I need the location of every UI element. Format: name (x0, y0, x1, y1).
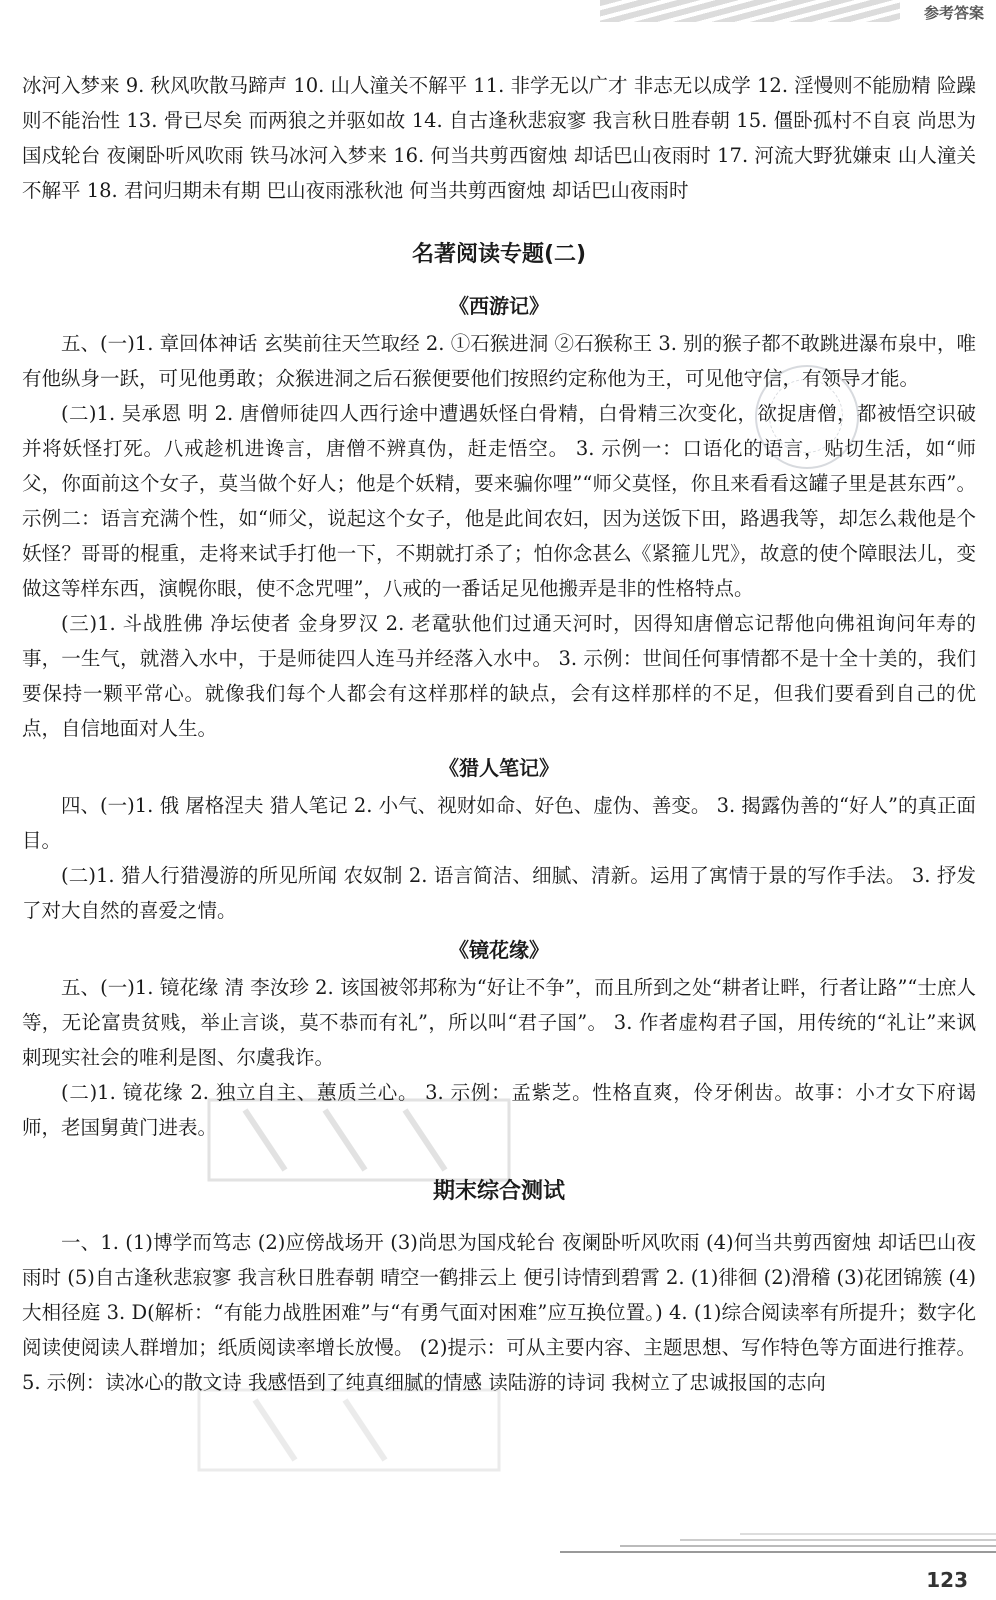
lieren-part-2: (二)1. 猎人行猎漫游的所见所闻 农奴制 2. 语言简洁、细腻、清新。运用了寓情于景的写作手法。 3. 抒发了对大自然的喜爱之情。 (22, 864, 976, 922)
xiyouji-part-1: 五、(一)1. 章回体神话 玄奘前往天竺取经 2. ①石猴进洞 ②石猴称王 3. 别的猴子都不敢跳进瀑布泉中，唯有他纵身一跃，可见他勇敢；众猴进洞之后石猴便要他们按照约定称他为王，可见他守信，有领导才能。 (22, 332, 976, 390)
footer-decoration (560, 1522, 996, 1562)
page-number: 123 (926, 1568, 968, 1592)
subsection-title-jinghuayuan: 《镜花缘》 (449, 938, 549, 962)
xiyouji-part-3: (三)1. 斗战胜佛 净坛使者 金身罗汉 2. 老鼋驮他们过通天河时，因得知唐僧忘记帮他向佛祖询问年寿的事，一生气，就潜入水中，于是师徒四人连马并经落入水中。 3. 示例：世间任何事情都不是十全十美的，我们要保持一颗平常心。就像我们每个人都会有这样那样的缺点，会有这样那样的不足，但我们要看到自己的优点，自信地面对人生。 (22, 612, 976, 740)
header-label: 参考答案 (923, 4, 984, 22)
page-content (22, 68, 976, 1400)
xiyouji-part-2: (二)1. 吴承恩 明 2. 唐僧师徒四人西行途中遭遇妖怪白骨精，白骨精三次变化，欲捉唐僧，都被悟空识破并将妖怪打死。八戒趁机进谗言，唐僧不辨真伪，赶走悟空。 3. 示例一：口语化的语言，贴切生活，如“师父，你面前这个女子，莫当做个好人；他是个妖精，要来骗你哩”“师父莫怪，你且来看看这罐子里是甚东西”。 示例二：语言充满个性，如“师父，说起这个女子，他是此间农妇，因为送饭下田，路遇我等，却怎么栽他是个妖怪？哥哥的棍重，走将来试手打他一下，不期就打杀了；怕你念甚么《紧箍儿咒》，故意的使个障眼法儿，变做这等样东西，演幌你眼，使不念咒哩”，八戒的一番话足见他搬弄是非的性格特点。 (22, 402, 976, 600)
page-header (0, 0, 996, 30)
subsection-title-xiyouji: 《西游记》 (449, 294, 549, 318)
jinghuayuan-part-2: (二)1. 镜花缘 2. 独立自主、蕙质兰心。 3. 示例：孟紫芝。性格直爽，伶牙俐齿。故事：小才女下府谒师，老国舅黄门进表。 (22, 1081, 976, 1139)
lieren-part-1: 四、(一)1. 俄 屠格涅夫 猎人笔记 2. 小气、视财如命、好色、虚伪、善变。 3. 揭露伪善的“好人”的真正面目。 (22, 794, 976, 852)
header-decoration (600, 0, 900, 22)
jinghuayuan-part-1: 五、(一)1. 镜花缘 清 李汝珍 2. 该国被邻邦称为“好让不争”，而且所到之处“耕者让畔，行者让路”“士庶人等，无论富贵贫贱，举止言谈，莫不恭而有礼”，所以叫“君子国”。 3. 作者虚构君子国，用传统的“礼让”来讽刺现实社会的唯利是图、尔虞我诈。 (22, 976, 976, 1069)
answers-continued: 冰河入梦来 9. 秋风吹散马蹄声 10. 山人潼关不解平 11. 非学无以广才 非志无以成学 12. 淫慢则不能励精 险躁则不能治性 13. 骨已尽矣 而两狼之并驱如故 14. 自古逢秋悲寂寥 我言秋日胜春朝 15. 僵卧孤村不自哀 尚思为国戍轮台 夜阑卧听风吹雨 铁马冰河入梦来 16. 何当共剪西窗烛 却话巴山夜雨时 17. 河流大野犹嫌束 山人潼关不解平 18. 君问归期未有期 巴山夜雨涨秋池 何当共剪西窗烛 却话巴山夜雨时 (22, 74, 976, 202)
section-title-final-test: 期末综合测试 (432, 1179, 565, 1204)
final-test-answers: 一、1. (1)博学而笃志 (2)应傍战场开 (3)尚思为国戍轮台 夜阑卧听风吹雨 (4)何当共剪西窗烛 却话巴山夜雨时 (5)自古逢秋悲寂寥 我言秋日胜春朝 晴空一鹤排云上 便引诗情到碧霄 2. (1)徘徊 (2)滑稽 (3)花团锦簇 (4)大相径庭 3. D(解析：“有能力战胜困难”与“有勇气面对困难”应互换位置。) 4. (1)综合阅读率有所提升；数字化阅读使阅读人群增加；纸质阅读率增长放慢。 (2)提示：可从主要内容、主题思想、写作特色等方面进行推荐。 5. 示例：读冰心的散文诗 我感悟到了纯真细腻的情感 读陆游的诗词 我树立了忠诚报国的志向 (22, 1231, 976, 1394)
section-title-classics: 名著阅读专题(二) (411, 242, 587, 267)
subsection-title-lieren: 《猎人笔记》 (439, 756, 559, 780)
